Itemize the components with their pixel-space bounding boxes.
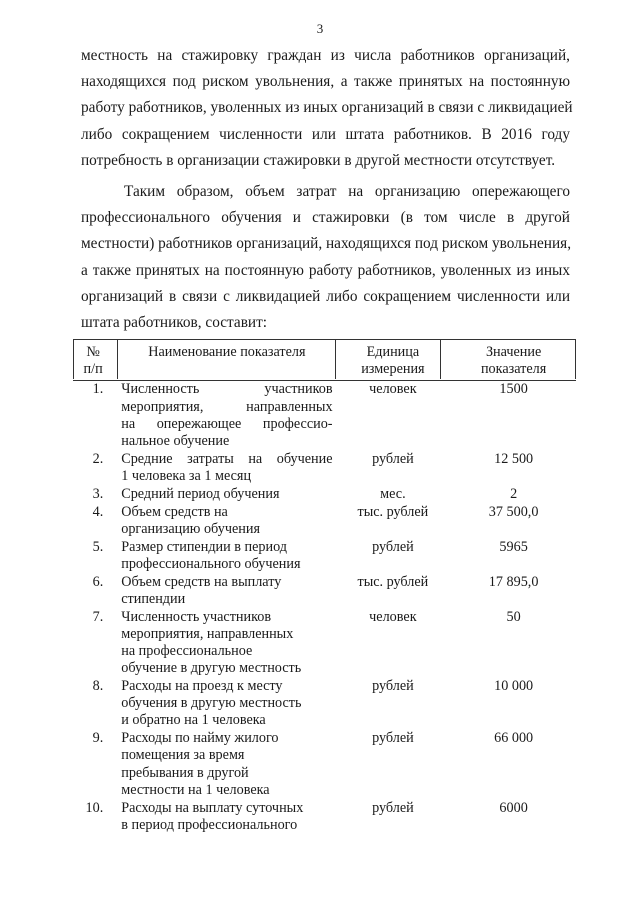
row-name (113, 574, 334, 609)
row-number: 5. (92, 538, 104, 555)
text-line: организаций в связи с ликвидацией либо сокращением численности или (81, 287, 570, 305)
row-name-line: Объем средств на выплату (121, 573, 282, 590)
table-border (117, 339, 118, 379)
row-number: 1. (92, 381, 104, 398)
text-line: штата работников, составит: (81, 314, 268, 332)
row-name (113, 486, 334, 504)
page-number: 3 (316, 21, 324, 36)
row-unit: рублей (372, 538, 414, 555)
text-line: местность на стажировку граждан из числа работников организаций, (81, 47, 570, 64)
table-row (73, 609, 576, 678)
row-name (113, 730, 334, 799)
row-name-line: Численность участников (121, 381, 333, 398)
row-name-line: мероприятия, направленных (121, 398, 333, 415)
row-number: 2. (92, 450, 104, 467)
row-unit: мес. (380, 485, 406, 502)
table-border (575, 339, 576, 379)
text-line: местности) работников организаций, находящихся под риском увольнения, (81, 235, 572, 253)
row-value: 17 895,0 (488, 573, 539, 590)
table-row (73, 504, 576, 539)
row-name-line: организацию обучения (121, 520, 260, 537)
table-border (335, 339, 336, 379)
table-border (440, 339, 441, 379)
row-name (113, 381, 334, 451)
row-name-line: и обратно на 1 человека (121, 712, 266, 729)
row-unit: рублей (372, 678, 414, 695)
header-name: Наименование показателя (113, 340, 334, 381)
table-row (73, 678, 576, 730)
header-number: № п/п (73, 340, 113, 381)
row-unit: рублей (372, 450, 414, 467)
row-number: 6. (92, 573, 104, 590)
text-line: находящихся под риском увольнения, а также принятых на постоянную (81, 73, 570, 91)
row-name-line: Размер стипендии в период (121, 538, 287, 555)
text-line: потребность в организации стажировки в другой местности отсутствует. (81, 151, 556, 169)
row-name-line: Расходы по найму жилого (121, 730, 279, 747)
row-name (113, 539, 334, 574)
row-value: 50 (506, 608, 521, 625)
header-unit: Единица измерения (335, 340, 452, 381)
table-row (73, 451, 576, 486)
row-value: 2 (510, 485, 518, 502)
row-value: 12 500 (494, 450, 534, 467)
row-value: 5965 (499, 538, 528, 555)
row-name (113, 609, 334, 678)
row-name-line: обучения в другую местность (121, 695, 302, 712)
row-number: 8. (92, 678, 104, 695)
table-header-row (73, 340, 576, 381)
text-line: либо сокращением численности или штата работников. В 2016 году (81, 125, 570, 143)
table-row (73, 539, 576, 574)
table-border (73, 339, 74, 379)
row-name-line: Расходы на выплату суточных (121, 799, 304, 816)
table-row (73, 800, 576, 835)
row-number: 7. (92, 608, 104, 625)
row-name-line: помещения за время (121, 747, 245, 764)
table-row (73, 486, 576, 504)
text-line: работу работников, уволенных из иных организаций в связи с ликвидацией (81, 99, 573, 117)
row-name-line: Численность участников (121, 608, 272, 625)
row-name-line: 1 человека за 1 месяц (121, 468, 252, 485)
row-name-line: стипендии (121, 590, 186, 607)
row-name-line: на профессиональное (121, 643, 253, 660)
row-unit: рублей (372, 799, 414, 816)
paragraph-1 (81, 43, 573, 174)
row-name-line: Расходы на проезд к месту (121, 678, 283, 695)
row-name (113, 504, 334, 539)
row-unit: тыс. рублей (357, 503, 429, 520)
text-line: профессионального обучения и стажировки (в том числе в другой (81, 209, 570, 227)
row-name (113, 451, 334, 486)
row-name-line: мероприятия, направленных (121, 625, 294, 642)
row-name-line: Средние затраты на обучение (121, 450, 333, 467)
row-name-line: Средний период обучения (121, 485, 280, 502)
row-name-line: на опережающее профессио- (121, 415, 333, 432)
table-row (73, 381, 576, 451)
row-unit: человек (369, 608, 417, 625)
row-name-line: в период профессионального (121, 816, 298, 833)
row-number: 9. (92, 730, 104, 747)
indicators-table (73, 339, 576, 835)
text-line: Таким образом, объем затрат на организацию опережающего (124, 183, 570, 200)
row-unit: тыс. рублей (357, 573, 429, 590)
row-name-line: нальное обучение (121, 433, 230, 450)
table-row (73, 730, 576, 799)
text-line: а также принятых на постоянную работу работников, уволенных из иных (81, 261, 570, 279)
paragraph-2 (81, 179, 570, 336)
row-name (113, 678, 334, 730)
row-value: 66 000 (494, 730, 534, 747)
row-value: 1500 (499, 381, 528, 398)
row-name-line: пребывания в другой (121, 764, 249, 781)
row-value: 10 000 (494, 678, 534, 695)
row-unit: рублей (372, 730, 414, 747)
row-value: 6000 (499, 799, 528, 816)
row-value: 37 500,0 (488, 503, 539, 520)
row-name (113, 800, 334, 835)
row-number: 3. (92, 485, 104, 502)
row-number: 4. (92, 503, 104, 520)
row-name-line: обучение в другую местность (121, 660, 302, 677)
row-name-line: местности на 1 человека (121, 781, 270, 798)
row-unit: человек (369, 381, 417, 398)
row-number: 10. (85, 799, 104, 816)
row-name-line: Объем средств на (121, 503, 228, 520)
header-value: Значение показателя (451, 340, 576, 381)
table-row (73, 574, 576, 609)
row-name-line: профессионального обучения (121, 555, 301, 572)
